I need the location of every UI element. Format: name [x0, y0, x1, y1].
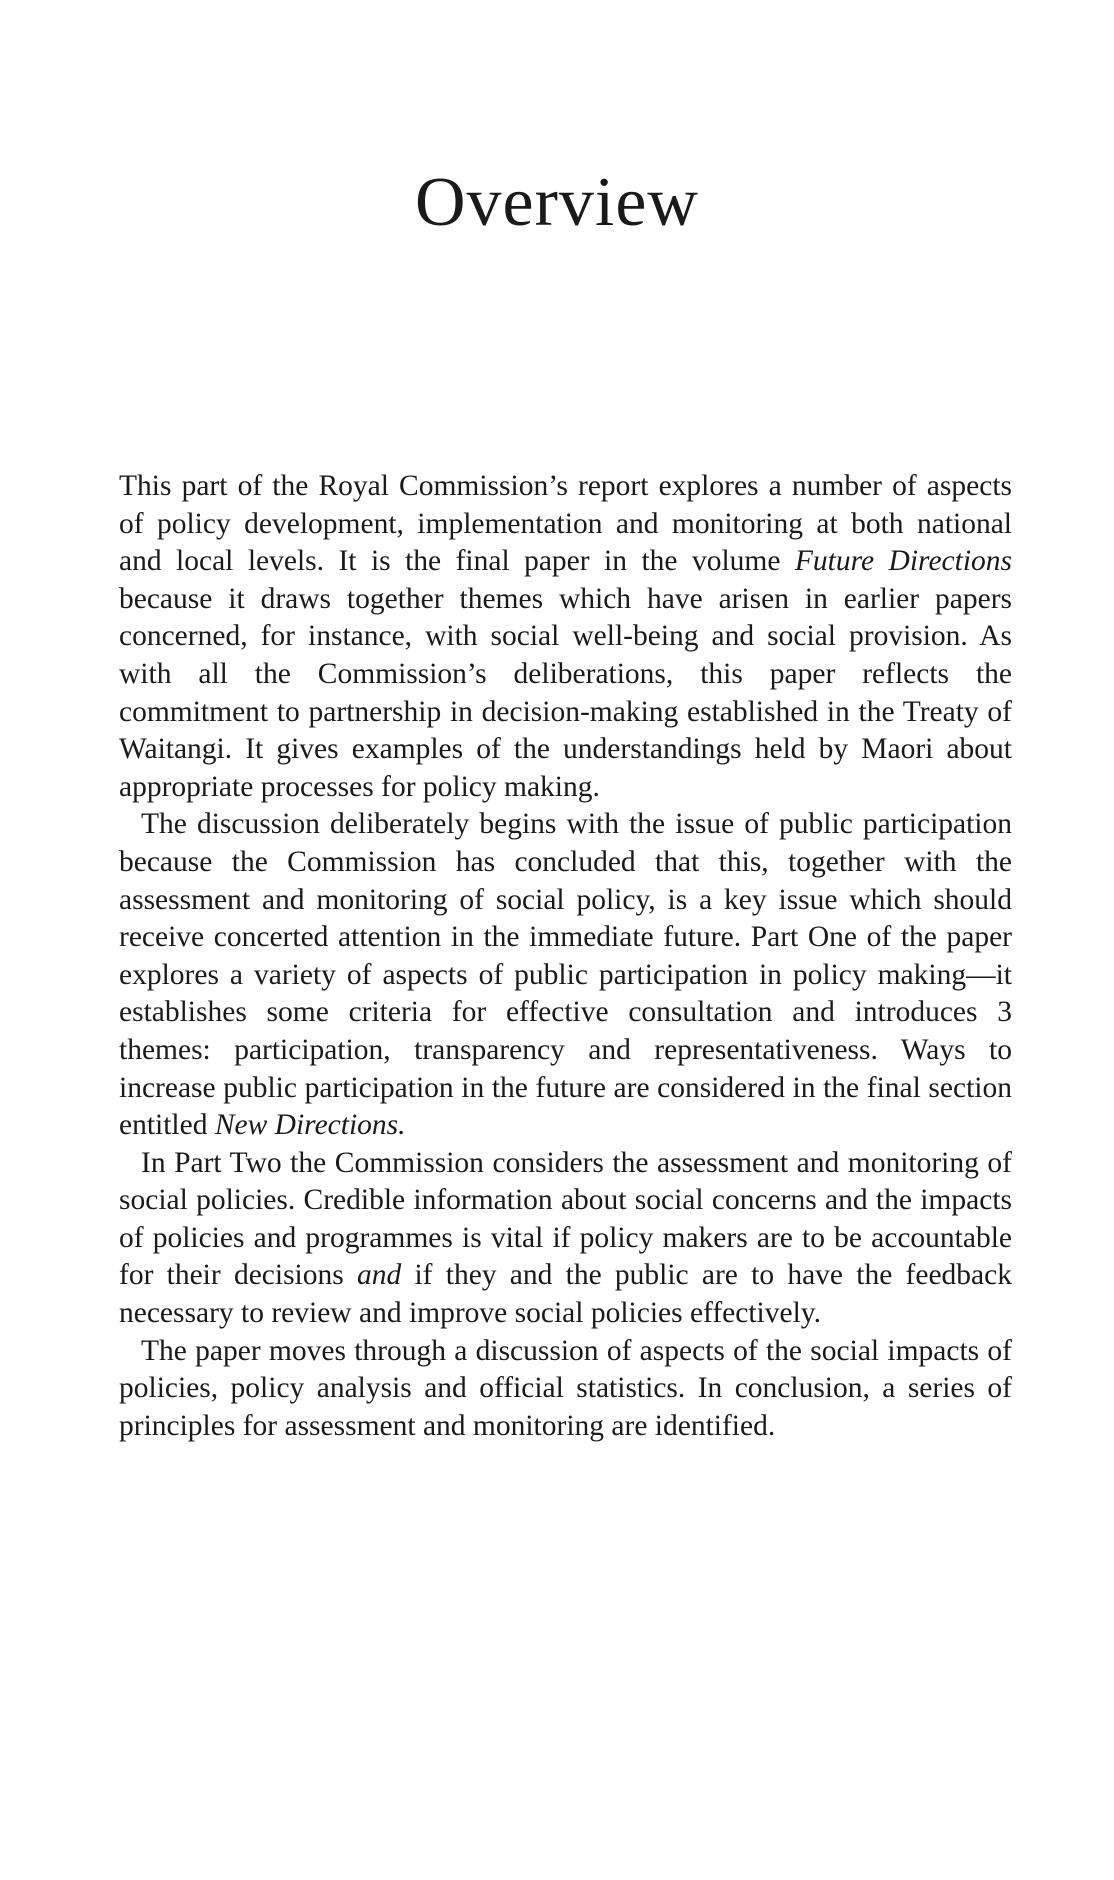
paragraph-3-segment-1: In Part Two the Commission considers the assessment and monitoring of social policies. Credible information about social concerns and the impacts of policies and programmes is vital if policy makers are to be accountable for their decisions — [119, 1146, 1012, 1292]
paragraph-1-segment-3: because it draws together themes which have arisen in earlier papers concerned, for instance, with social well-being and social provision. As with all the Commission’s deliberations, this paper reflects the commitment to partnership in decision-making established in the Treaty of Waitangi. It gives examples of the understandings held by Maori about appropriate processes for policy making. — [119, 582, 1012, 803]
paragraph-3 — [119, 1145, 1012, 1333]
paragraph-3-segment-3: if they and the public are to have the feedback necessary to review and improve social policies effectively. — [119, 1259, 1012, 1330]
paragraph-2 — [119, 806, 1012, 1144]
paragraph-1 — [119, 468, 1012, 806]
emphasis-and: and — [356, 1259, 402, 1292]
paragraph-4 — [119, 1333, 1012, 1446]
page-title: Overview — [414, 164, 699, 241]
paragraph-1-segment-1: This part of the Royal Commission’s report explores a number of aspects of policy development, implementation and monitoring at both national and local levels. It is the final paper in the volume — [119, 470, 1012, 578]
body-text — [119, 468, 1012, 1445]
book-title-future-directions: Future Directions — [794, 545, 1013, 578]
section-title-new-directions: New Directions. — [214, 1109, 406, 1142]
paragraph-4-segment-1: The paper moves through a discussion of aspects of the social impacts of policies, policy analysis and official statistics. In conclusion, a series of principles for assessment and monitoring are identified. — [119, 1334, 1012, 1442]
paragraph-2-segment-1: The discussion deliberately begins with the issue of public participation because the Commission has concluded that this, together with the assessment and monitoring of social policy, is a key issue which should receive concerted attention in the immediate future. Part One of the paper explores a variety of aspects of public participation in policy making—it establishes some criteria for effective consultation and introduces 3 themes: participation, transparency and representativeness. Ways to increase public participation in the future are considered in the final section entitled — [119, 808, 1012, 1142]
